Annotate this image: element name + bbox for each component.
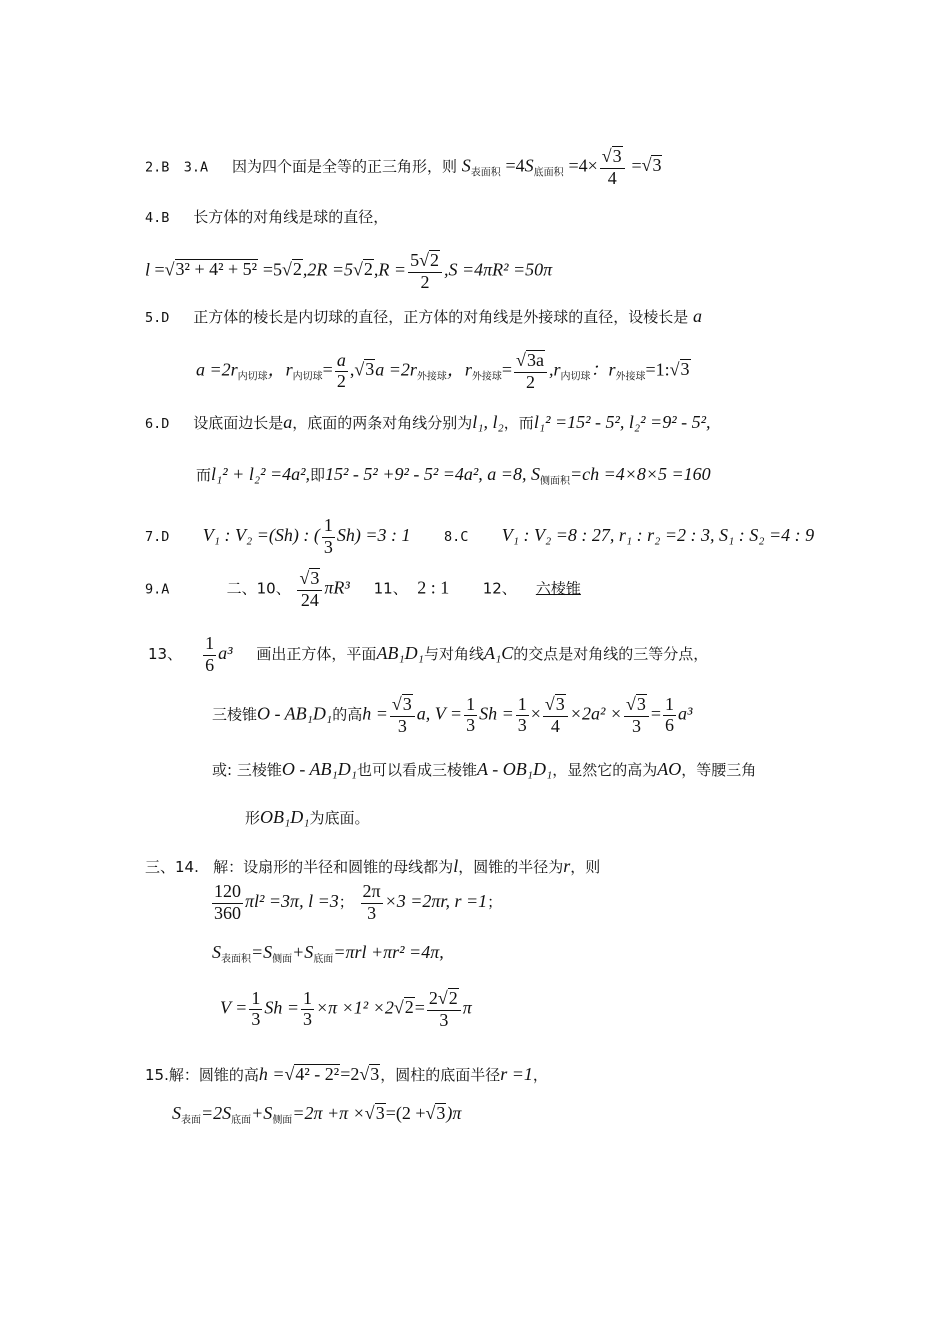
- fraction: $\frac{√3}{3}$: [624, 694, 649, 737]
- fraction: $\frac{1}{3}$: [302, 987, 312, 1030]
- fraction: $\frac{1}{6}$: [665, 693, 675, 736]
- formula-4: l =√3² + 4² + 5² =5√2,2R =5√2,R = $\frac{5√2}{2}$ ,S =4πR² =50π: [145, 250, 553, 292]
- fraction: $\frac{√3}{24}$: [297, 568, 322, 611]
- answer-underlined: 六棱锥: [535, 579, 581, 598]
- fraction: $\frac{2√2}{3}$: [427, 988, 461, 1031]
- formula-6: 而l₁² + l₂² =4a²,即15² - 5² +9² - 5² =4a², a =8, $S_{侧面积}=ch =4\times 8\times 5 =160$: [196, 464, 711, 487]
- answer-13: 13、 $\frac{1}{6}$ a³ 画出正方体，平面AB₁D₁与对角线A₁C的交点是对角线的三等分点，: [148, 633, 709, 675]
- formula-14a: $\frac{120}{360}$ πl² =3π, l =3； $\frac{2\pi}{3}$ ×3 =2πr, r =1；: [214, 881, 503, 923]
- answer-label: 3.A: [183, 159, 209, 176]
- answer-2-3: 2.B 3.A 因为四个面是全等的正三角形，则 $S_{表面积} =4S_{底面积} =4\times$ $\frac{√3}{4}$ =√3: [145, 146, 662, 188]
- fraction: $\frac{√3a}{2}$: [514, 350, 547, 393]
- answer-label: 5.D: [145, 310, 170, 326]
- fraction: $\frac{1}{3}$: [466, 693, 476, 736]
- fraction: $\frac{1}{3}$: [323, 515, 333, 557]
- answer-5: 5.D 正方体的棱长是内切球的直径，正方体的对角线是外接球的直径，设棱长是 a: [145, 306, 703, 326]
- fraction: $\frac{a}{2}$: [336, 349, 346, 392]
- formula-14c: V = $\frac{1}{3}$ Sh = $\frac{1}{3}$ ×π ×1² ×2√2= $\frac{2√2}{3}$ π: [220, 987, 472, 1030]
- answer-9-12: 9.A 二、10、 $\frac{√3}{24}$ πR³ 11、 2 : 1 12、 六棱锥: [145, 568, 581, 610]
- answer-label: 三、14.: [145, 858, 199, 876]
- answer-7-8: 7.D V₁ : V₂ =(Sh) : ( $\frac{1}{3}$ Sh) =3 : 1 8.C V₁ : V₂ =8 : 27, r₁ : r₂ =2 : 3, S₁ : S₂ =4 : 9: [145, 515, 815, 557]
- text-13c: 或: 三棱锥O - AB₁D₁也可以看成三棱锥A - OB₁D₁，显然它的高为AO，等腰三角: [212, 759, 757, 779]
- answer-label: 7.D: [145, 528, 170, 545]
- fraction: $\frac{1}{3}$: [517, 693, 527, 736]
- explanation-text: 因为四个面是全等的正三角形，则: [231, 157, 457, 176]
- formula-15: $S_{表面}=2S_{底面}+S_{侧面}=2\pi +\pi \times√3=(2 +√3)\pi$: [172, 1103, 462, 1126]
- answer-label: 9.A: [145, 581, 170, 598]
- formula-13: 三棱锥O - AB₁D₁的高h = $\frac{√3}{3}$ a, V = $\frac{1}{3}$ Sh = $\frac{1}{3}$ × $\frac{√3}{4}$ ×2a² × $\frac{√3}{3}$ = $\frac{1}{6}$ a³: [212, 693, 693, 736]
- answer-4: [145, 210, 388, 226]
- formula-14b: $S_{表面积}=S_{侧面}+S_{底面}=\pi rl +\pi r^2 =4\pi$,: [212, 942, 444, 965]
- formula-5: $a =2r_{内切球}$，$r_{内切球}=$ $\frac{a}{2}$ $,√3a =2r_{外接球}$，$r_{外接球}=$ $\frac{√3a}{2}$ $,r_{内切球}$：$r_{外接球}=1:√3$: [196, 349, 690, 392]
- fraction: $\frac{1}{6}$: [205, 633, 215, 675]
- explanation-text: 长方体的对角线是球的直径，: [193, 208, 389, 226]
- fraction: $\frac{√3}{3}$: [390, 694, 415, 737]
- answer-label: 6.D: [145, 416, 170, 432]
- answer-label: 15.解：圆锥的高: [145, 1066, 259, 1084]
- answer-6: 6.D 设底面边长是a，底面的两条对角线分别为l₁, l₂，而l₁² =15² - 5², l₂² =9² - 5²,: [145, 412, 711, 432]
- fraction: $\frac{2\pi}{3}$: [362, 881, 381, 923]
- answer-label: 13、: [148, 644, 183, 663]
- text-13d: 形OB₁D₁为底面。: [245, 807, 370, 827]
- answer-label: 8.C: [443, 528, 469, 545]
- fraction: $\frac{5√2}{2}$: [408, 250, 442, 293]
- answer-15: 15.解：圆锥的高h =√4² - 2²=2√3，圆柱的底面半径r =1，: [145, 1064, 548, 1084]
- explanation-text: 正方体的棱长是内切球的直径，正方体的对角线是外接球的直径，设棱长是: [193, 308, 689, 326]
- fraction: $\frac{√3}{4}$: [543, 694, 568, 737]
- answer-label: 4.B: [145, 210, 170, 226]
- fraction: $\frac{√3}{4}$: [600, 146, 625, 189]
- fraction: $\frac{120}{360}$: [214, 881, 241, 923]
- answer-14: 三、14. 解：设扇形的半径和圆锥的母线都为l，圆锥的半径为r，则: [145, 856, 601, 876]
- fraction: $\frac{1}{3}$: [251, 987, 261, 1030]
- answer-label: 2.B: [145, 159, 170, 176]
